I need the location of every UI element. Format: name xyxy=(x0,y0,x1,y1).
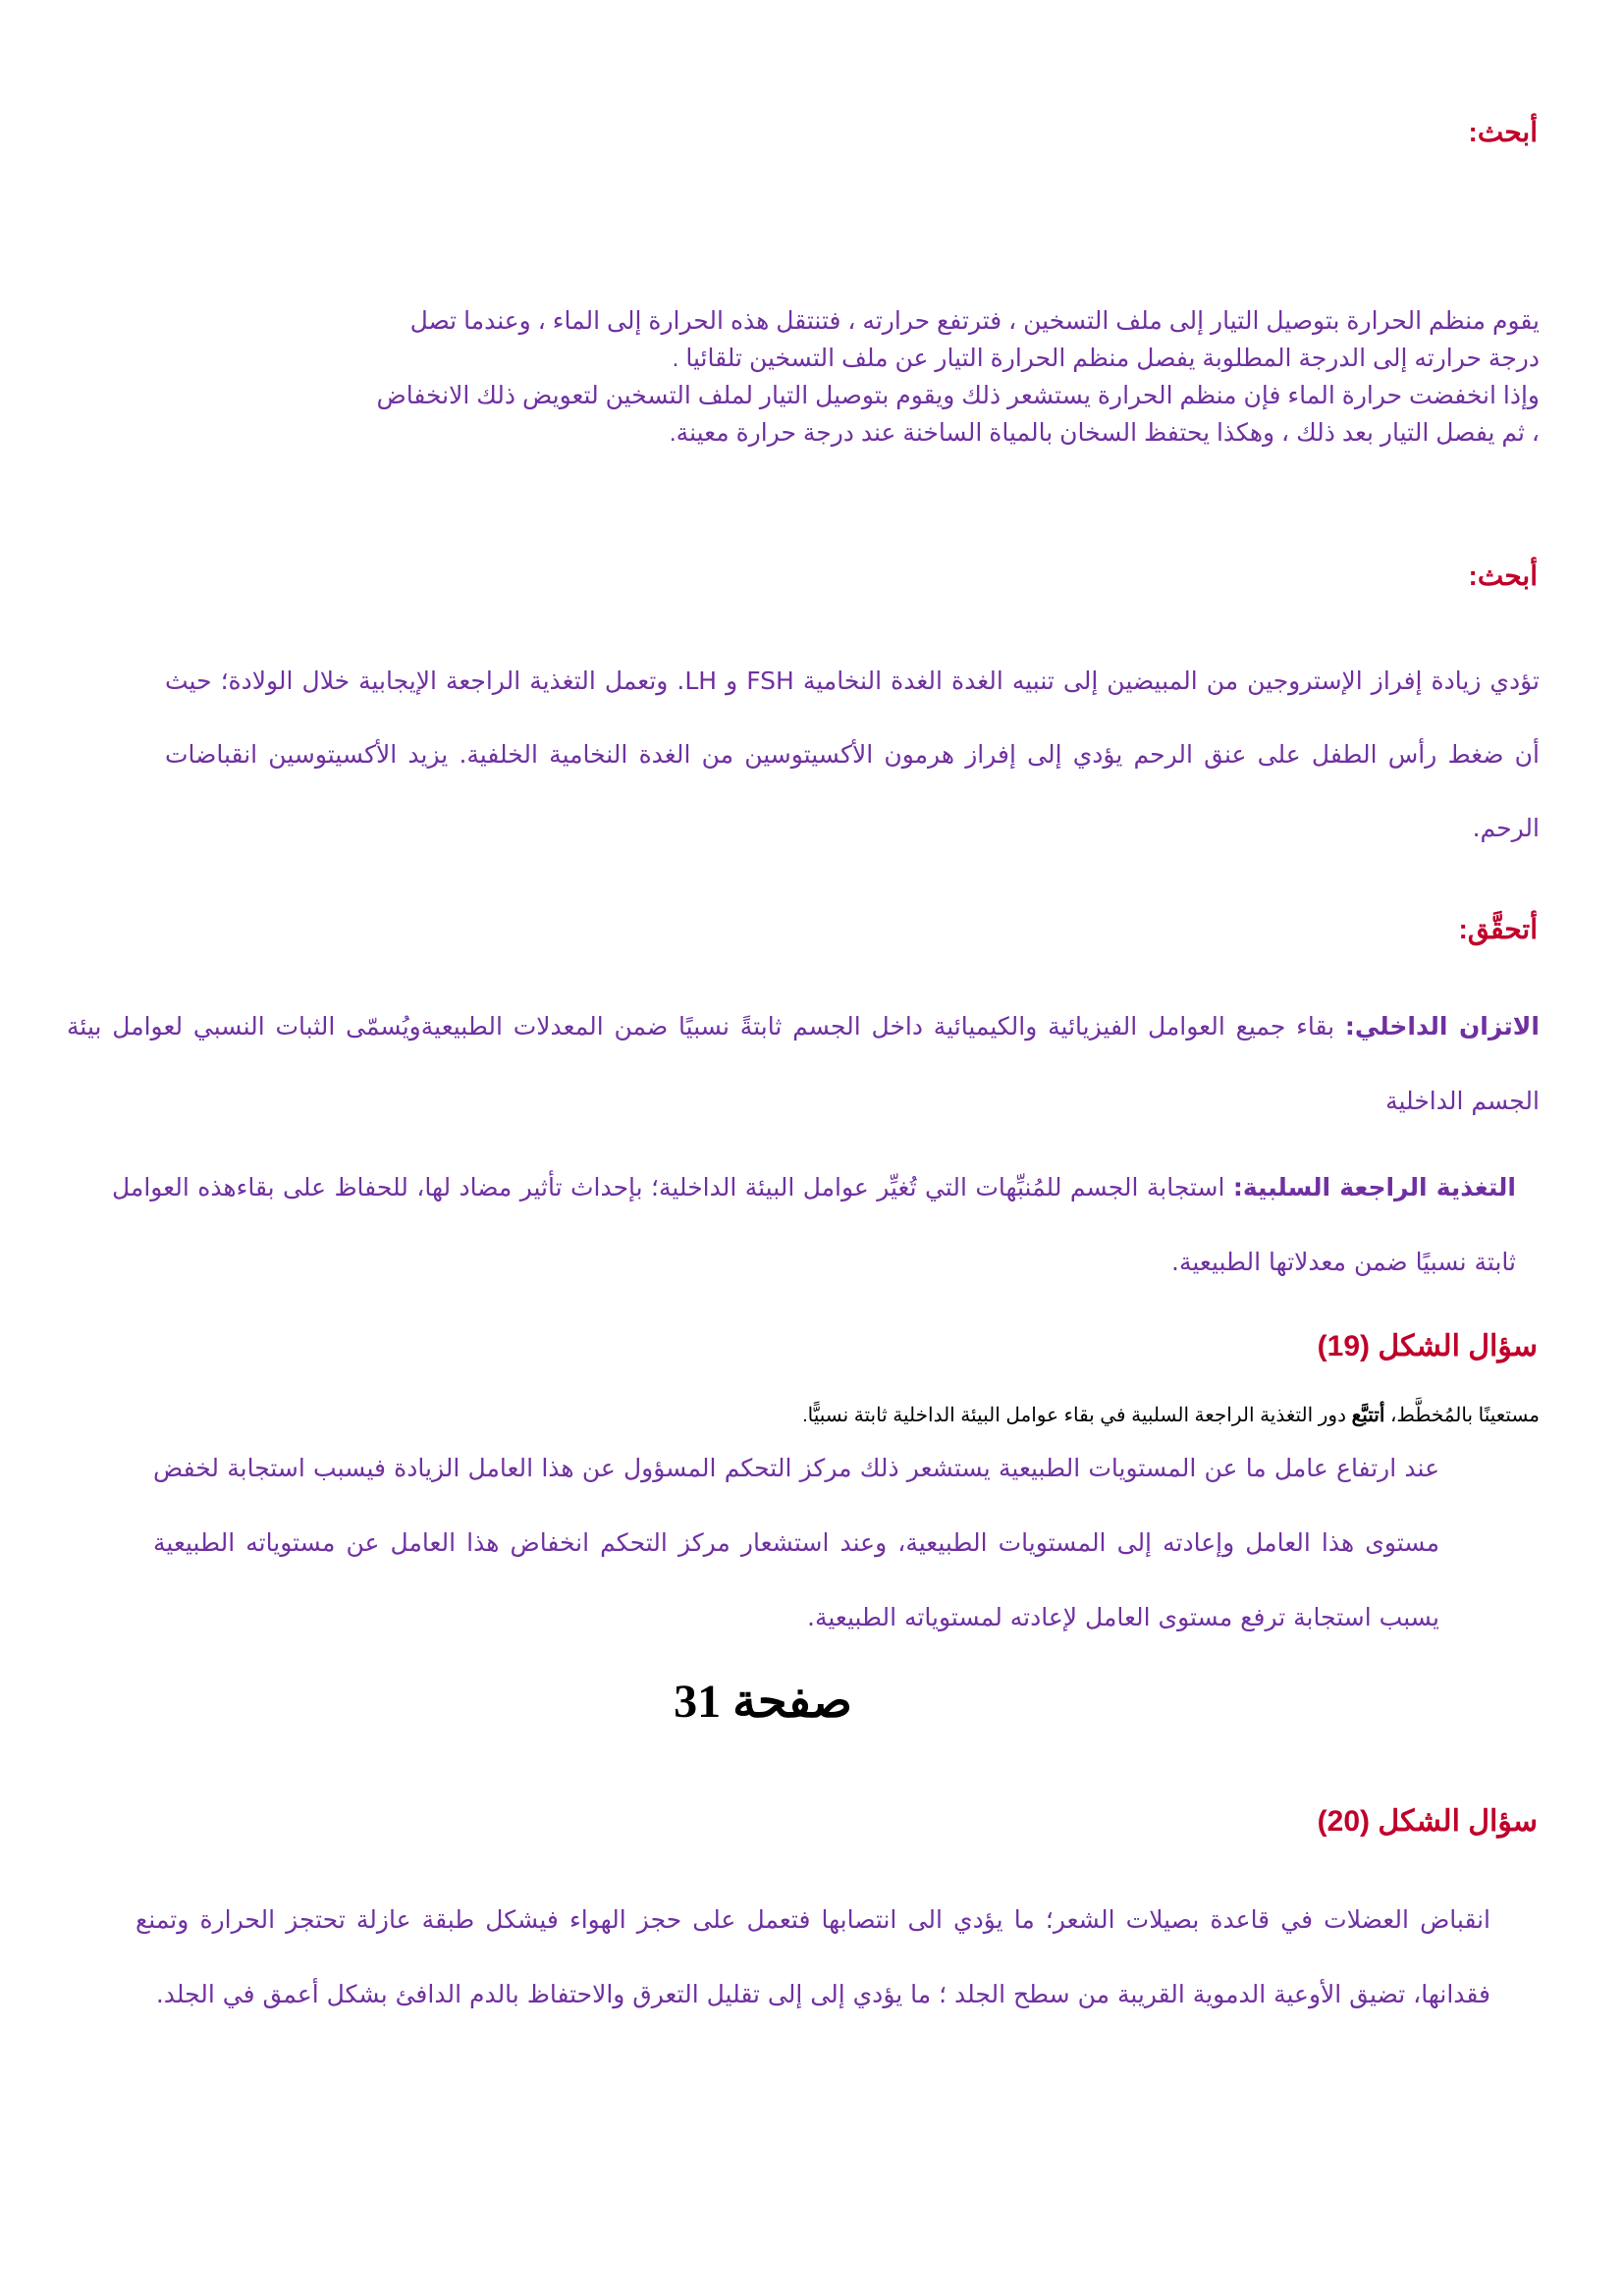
page-number: صفحة 31 xyxy=(674,1676,852,1728)
negative-feedback-definition xyxy=(112,1150,1516,1300)
section-heading-research-2: أبحث: xyxy=(1468,561,1538,591)
figure-20-heading: سؤال الشكل (20) xyxy=(1317,1805,1538,1838)
instruction-rest: دور التغذية الراجعة السلبية في بقاء عوامل البيئة الداخلية ثابتة نسبيًّا. xyxy=(802,1405,1346,1426)
thermostat-paragraph xyxy=(126,302,1540,452)
figure-20-answer: انقباض العضلات في قاعدة بصيلات الشعر؛ ما يؤدي الى انتصابها فتعمل على حجز الهواء فيشكل طبقة عازلة تحتجز الحرارة وتمنع فقدانها، تضيق الأوعية الدموية القريبة من سطح الجلد ؛ ما يؤدي إلى إلى تقليل التعرق والاحتفاظ بالدم الدافئ بشكل أعمق في الجلد. xyxy=(135,1905,1490,2008)
section-heading-check: أتحقَّق: xyxy=(1458,914,1538,944)
homeostasis-definition xyxy=(67,989,1540,1139)
paragraph-line: درجة حرارته إلى الدرجة المطلوبة يفصل منظم الحرارة التيار عن ملف التسخين تلقائيا . xyxy=(672,345,1540,372)
instruction-verb: أتتبَّع xyxy=(1351,1405,1385,1426)
negative-feedback-term: التغذية الراجعة السلبية: xyxy=(1232,1173,1516,1201)
paragraph-line: ، ثم يفصل التيار بعد ذلك ، وهكذا يحتفظ السخان بالمياة الساخنة عند درجة حرارة معينة. xyxy=(669,419,1540,447)
negative-feedback-text: استجابة الجسم للمُنبِّهات التي تُغيِّر عوامل البيئة الداخلية؛ بإحداث تأثير مضاد لها، للحفاظ على بقاءهذه العوامل ثابتة نسبيًا ضمن معدلاتها الطبيعية. xyxy=(112,1173,1516,1276)
figure-19-instruction xyxy=(67,1402,1540,1429)
instruction-prefix: مستعينًا بالمُخطَّط، xyxy=(1389,1405,1540,1426)
estrogen-feedback-paragraph: تؤدي زيادة إفراز الإستروجين من المبيضين إلى تنبيه الغدة الغدة النخامية FSH و LH. وتعمل التغذية الراجعة الإيجابية خلال الولادة؛ حيث أن ضغط رأس الطفل على عنق الرحم يؤدي إلى إفراز هرمون الأكسيتوسين من الغدة النخامية الخلفية. يزيد الأكسيتوسين انقباضات الرحم. xyxy=(165,667,1540,842)
homeostasis-term: الاتزان الداخلي: xyxy=(1344,1012,1540,1041)
figure-19-answer: عند ارتفاع عامل ما عن المستويات الطبيعية يستشعر ذلك مركز التحكم المسؤول عن هذا العامل الزيادة فيسبب استجابة لخفض مستوى هذا العامل وإعادته إلى المستويات الطبيعية، وعند استشعار مركز التحكم انخفاض هذا العامل عن مستوياته الطبيعية يسبب استجابة ترفع مستوى العامل لإعادته لمستوياته الطبيعية. xyxy=(153,1454,1439,1631)
figure-19-heading: سؤال الشكل (19) xyxy=(1317,1330,1538,1362)
paragraph-line: وإذا انخفضت حرارة الماء فإن منظم الحرارة يستشعر ذلك ويقوم بتوصيل التيار لملف التسخين لتعويض ذلك الانخفاض xyxy=(376,382,1540,409)
section-heading-research-1: أبحث: xyxy=(1468,117,1538,147)
homeostasis-text: بقاء جميع العوامل الفيزيائية والكيميائية داخل الجسم ثابتةً نسبيًا ضمن المعدلات الطبيعيةويُسمّى الثبات النسبي لعوامل بيئة الجسم الداخلية xyxy=(67,1012,1540,1115)
paragraph-line: يقوم منظم الحرارة بتوصيل التيار إلى ملف التسخين ، فترتفع حرارته ، فتنتقل هذه الحرارة إلى الماء ، وعندما تصل xyxy=(409,307,1540,335)
